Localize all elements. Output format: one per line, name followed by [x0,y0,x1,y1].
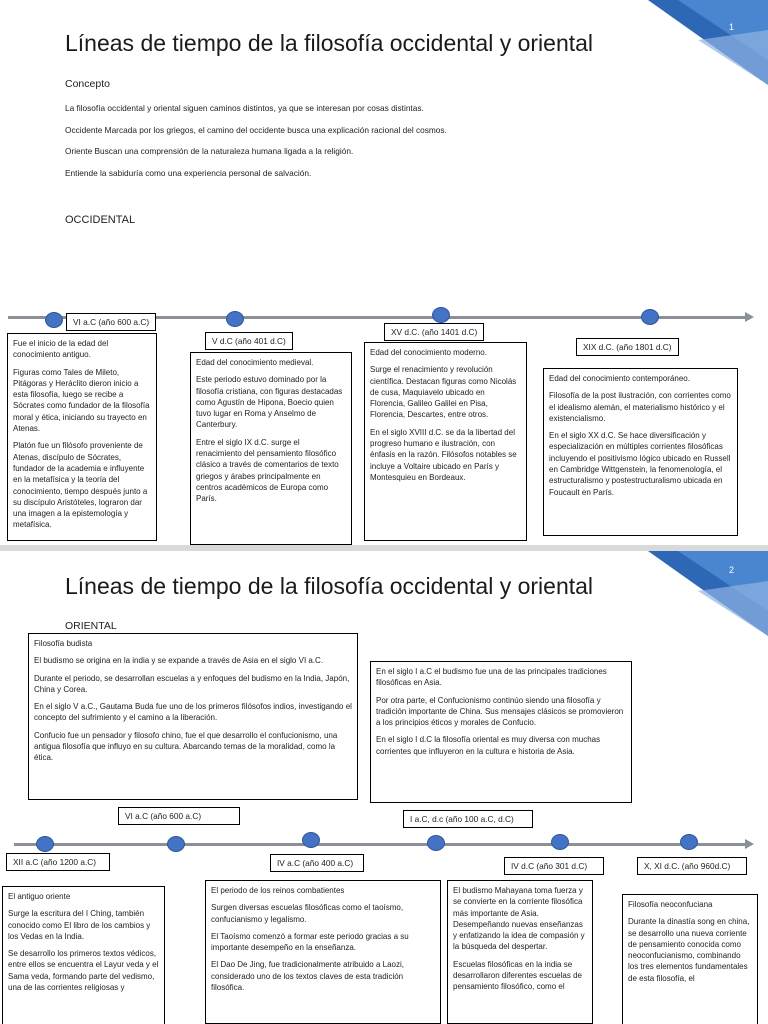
paragraph: Fue el inicio de la edad del conocimiento antiguo. [13,339,109,360]
paragraph: Edad del conocimiento contemporáneo. [549,374,690,383]
paragraph: Surgen diversas escuelas filosóficas como el taoísmo, confucianismo y legalismo. [211,903,404,924]
paragraph: Escuelas filosóficas en la india se desarrollaron diferentes escuelas de pensamiento filosófico, como el [453,959,582,992]
paragraph: En el siglo XX d.C. Se hace diversificación y especialización en múltiples corrientes filosóficas incluyendo el positivismo lógico ubicado en Russell en Cambridge Wittgenstein, la fenomenología, el estructuralismo y postestructuralismo ubicada en Foucault en París. [549,431,731,497]
period-description [28,633,358,800]
timeline-marker [45,312,63,328]
paragraph: El Taoísmo comenzó a formar este periodo gracias a su importante desempeño en la enseñanza. [211,931,409,953]
paragraph: Edad del conocimiento moderno. [370,348,487,357]
period-description [2,886,165,1024]
paragraph: Entre el siglo IX d.C. surge el renacimiento del pensamiento filosófico clásico a través de comentarios de texto griegos y árabes principalmente en centros académicos de Europa como París. [196,437,339,504]
paragraph: Filosofía budista [34,639,93,648]
period-description [370,661,632,803]
paragraph: El antiguo oriente [8,892,71,901]
paragraph: Filosofía de la post ilustración, con corrientes como el idealismo alemán, el materialismo histórico y el existencialismo. [549,391,731,423]
timeline-marker [427,835,445,851]
concept-line-2: Occidente Marcada por los griegos, el camino del occidente busca una explicación racional del cosmos. [65,125,447,135]
concept-line-1: La filosofía occidental y oriental siguen caminos distintos, ya que se interesan por cosas distintas. [65,103,424,113]
paragraph: El periodo de los reinos combatientes [211,886,345,895]
slide-title: Líneas de tiempo de la filosofía occidental y oriental [65,573,594,599]
timeline-marker [302,832,320,848]
period-description [7,333,157,541]
timeline-arrowhead [745,839,754,849]
timeline-marker [36,836,54,852]
paragraph: Confucio fue un pensador y filosofo chino, fue el que desarrollo el confucionismo, una antigua filosofía que influyo en su cultura. Abarcando temas de la moralidad, como la ética. [34,730,338,763]
paragraph: En el siglo I d.C la filosofía oriental es muy diversa con muchas corrientes que influyeron en la cultura e historia de Asia. [376,735,601,756]
paragraph: El Dao De Jing, fue tradicionalmente atribuido a Laozi, considerado uno de los textos claves de esta tradición filosófica. [211,960,404,993]
paragraph: Durante el periodo, se desarrollan escuelas a y enfoques del budismo en la India, Japón, China y Corea. [34,673,350,694]
period-label: XII a.C (año 1200 a.C) [6,853,110,871]
paragraph: El budismo se origina en la india y se expande a través de Asia en el siglo VI a.C. [34,656,324,666]
period-description [447,880,593,1024]
slide-title: Líneas de tiempo de la filosofía occidental y oriental [65,30,594,56]
slide-2 [0,551,768,1024]
period-label: IV a.C (año 400 a.C) [270,854,364,872]
timeline-marker [680,834,698,850]
paragraph: Se desarrollo los primeros textos védicos, entre ellos se encuentra el Layur veda y el Sama veda, formando parte del vedismo, una de las corrientes religiosas y [8,949,159,993]
paragraph: Platón fue un filósofo proveniente de Atenas, discípulo de Sócrates, fundador de la academia e influyente en la metafísica y la teoría del conocimiento, tiempo después junto a su discípulo Aristóteles, lograron dar una imagen a la epistemología y metafísica. [13,441,148,530]
paragraph: En el siglo XVIII d.C. se da la libertad del progreso humano e ilustración, con énfasis en la razón. Filósofos notables se incluye a Voltaire ubicado en París y Montesquieu en Bordeaux. [370,427,517,482]
timeline-marker [551,834,569,850]
period-label: IV d.C (año 301 d.C) [504,857,604,875]
timeline-marker [432,307,450,323]
paragraph: Durante la dinastía song en china, se desarrollo una nueva corriente de pensamiento conocida como neoconfucianismo, combinando los tres elementos fundamentales de esta filosofía, el [628,917,750,983]
period-description [543,368,738,536]
timeline-marker [226,311,244,327]
period-label: I a.C, d.c (año 100 a.C, d.C) [403,810,533,828]
period-label: VI a.C (año 600 a.C) [118,807,240,825]
period-description [190,352,352,545]
page-number: 1 [728,22,734,32]
period-label: VI a.C (año 600 a.C) [66,313,156,331]
paragraph: El budismo Mahayana toma fuerza y se convierte en la corriente filosófica más importante de Asia. Desempeñando nuevas enseñanzas y enfatizando la idea de compasión y la búsqueda del despertar. [453,886,585,952]
paragraph: Por otra parte, el Confucionismo continúo siendo una filosofía y tradición importante de China. Sus mensajes clásicos se promovieron a los principios éticos y morales de Confucio. [376,695,624,728]
paragraph: Edad del conocimiento medieval. [196,358,314,367]
period-label: V d.C (año 401 d.C) [205,332,293,350]
timeline-marker [641,309,659,325]
concept-line-4: Entiende la sabiduría como una experiencia personal de salvación. [65,168,312,178]
timeline-marker [167,836,185,852]
period-label: XV d.C. (año 1401 d.C) [384,323,484,341]
section-title: OCCIDENTAL [65,214,136,226]
page-number: 2 [728,565,734,575]
section-title: ORIENTAL [65,620,117,632]
timeline-arrowhead [745,312,754,322]
timeline-axis [14,843,745,846]
period-description [205,880,441,1024]
period-description [622,894,758,1024]
paragraph: En el siglo V a.C., Gautama Buda fue uno de los primeros filósofos indios, investigando el concepto del sufrimiento y el camino a la liberación. [34,702,352,723]
period-description [364,342,527,541]
concept-line-3: Oriente Buscan una comprensión de la naturaleza humana ligada a la religión. [65,146,354,156]
paragraph: Surge la escritura del I Ching, también conocido como El libro de los cambios y los Vedas en la India. [8,909,151,941]
paragraph: En el siglo I a.C el budismo fue una de las principales tradiciones filosóficas en Asia. [376,667,607,688]
period-label: X, XI d.C. (año 960d.C) [637,857,747,875]
paragraph: Surge el renacimiento y revolución científica. Destacan figuras como Nicolás de cusa, Maquiavelo ubicado en Florencia, Galileo Galilei en Pisa, Florencia, Descartes, entre otros. [370,365,517,420]
concept-heading: Concepto [65,78,110,90]
paragraph: Este periodo estuvo dominado por la filosofía cristiana, con figuras destacadas como Agustín de Hipona, Boecio quien tuvo lugar en Roma y Anselmo de Canterbury. [196,375,343,430]
period-label: XIX d.C. (año 1801 d.C) [576,338,679,356]
paragraph: Figuras como Tales de Mileto, Pitágoras y Heráclito dieron inicio a esta filosofía, luego se recibe a Sócrates como fundador de la filosofía moral y ética, iniciando su trayecto en Atenas. [13,367,150,434]
paragraph: Filosofía neoconfuciana [628,900,713,909]
